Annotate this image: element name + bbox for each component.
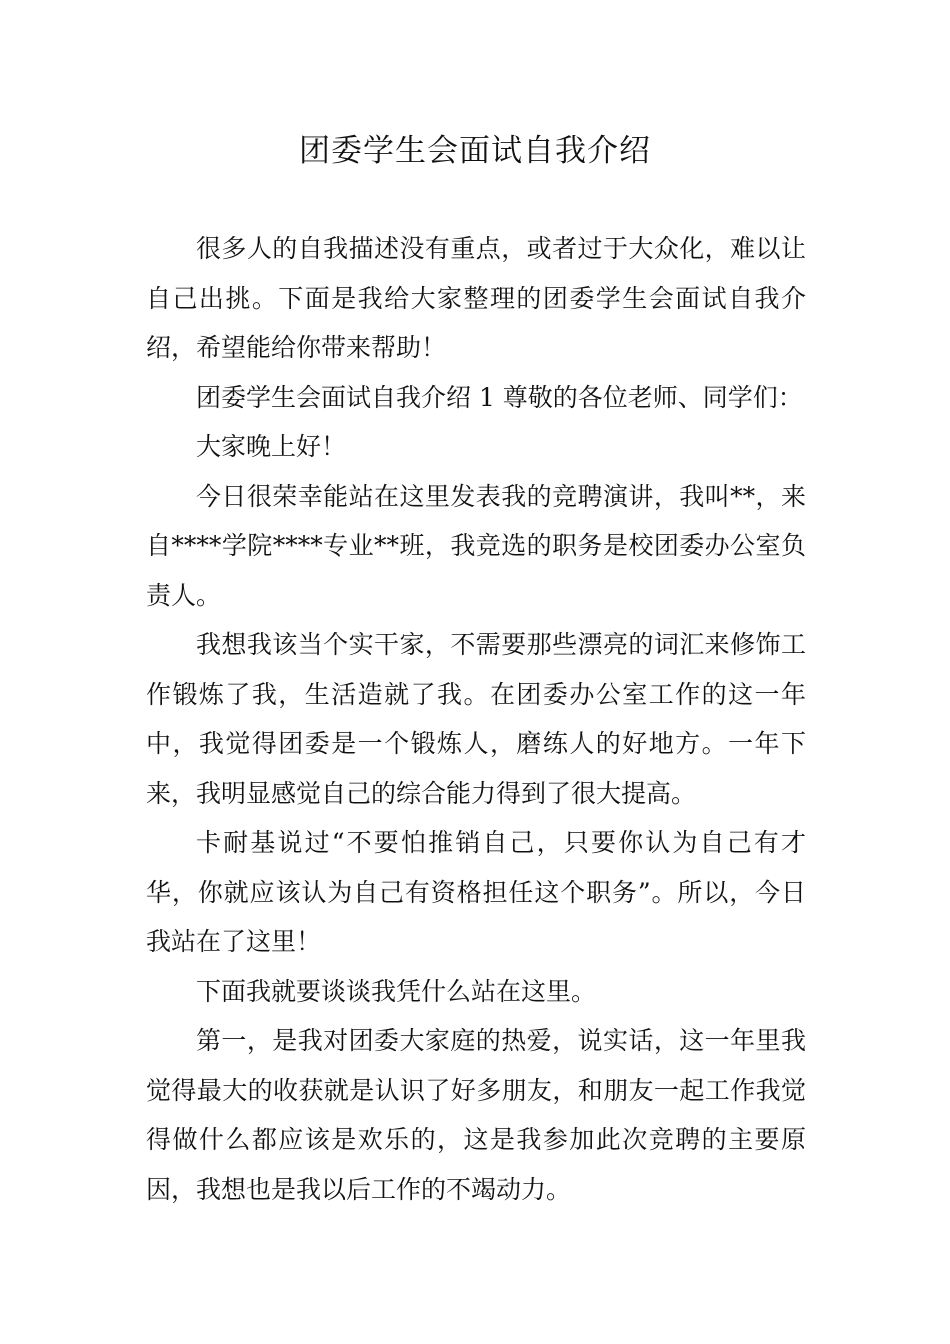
paragraph-heading-salutation: 团委学生会面试自我介绍 1 尊敬的各位老师、同学们： bbox=[196, 382, 803, 412]
document-title: 团委学生会面试自我介绍 bbox=[299, 133, 651, 169]
paragraph-quote: 卡耐基说过“不要怕推销自己，只要你认为自己有才华，你就应该认为自己有资格担任这个职务”。所以，今日我站在了这里！ bbox=[146, 828, 806, 956]
paragraph-intro: 很多人的自我描述没有重点，或者过于大众化，难以让自己出挑。下面是我给大家整理的团委学生会面试自我介绍，希望能给你带来帮助！ bbox=[146, 234, 806, 362]
paragraph-transition: 下面我就要谈谈我凭什么站在这里。 bbox=[196, 976, 597, 1006]
document-body bbox=[146, 224, 806, 1214]
paragraph-greeting: 大家晚上好！ bbox=[196, 432, 347, 461]
paragraph-self-introduction: 今日很荣幸能站在这里发表我的竞聘演讲，我叫**，来自****学院****专业**班，我竞选的职务是校团委办公室负责人。 bbox=[146, 481, 806, 610]
paragraph-first-reason: 第一，是我对团委大家庭的热爱，说实话，这一年里我觉得最大的收获就是认识了好多朋友，和朋友一起工作我觉得做什么都应该是欢乐的，这是我参加此次竞聘的主要原因，我想也是我以后工作的不竭动力。 bbox=[146, 1026, 806, 1204]
paragraph-experience: 我想我该当个实干家，不需要那些漂亮的词汇来修饰工作锻炼了我，生活造就了我。在团委办公室工作的这一年中，我觉得团委是一个锻炼人，磨练人的好地方。一年下来，我明显感觉自己的综合能力得到了很大提高。 bbox=[146, 630, 806, 808]
